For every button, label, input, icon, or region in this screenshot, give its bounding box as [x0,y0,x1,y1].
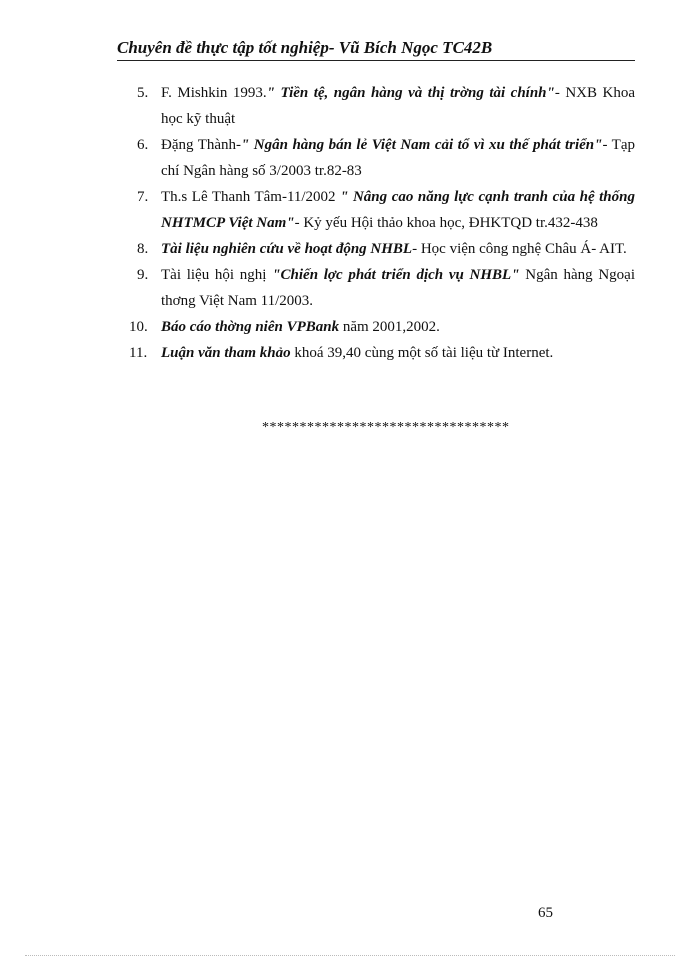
reference-item [129,340,635,366]
reference-title: Tài liệu nghiên cứu về hoạt động NHBL [161,241,413,257]
reference-number: 10. [129,319,148,335]
reference-item [137,80,635,132]
reference-title: " Nâng cao năng lực cạnh tranh của hệ thống NHTMCP Việt Nam" [161,189,635,231]
reference-title: Báo cáo thờng niên VPBank [161,319,340,335]
reference-text: Th.s Lê Thanh Tâm-11/2002 [161,189,341,205]
reference-item [137,132,635,184]
reference-number: 9. [137,267,149,283]
page-number: 65 [538,905,553,921]
reference-text: khoá 39,40 cùng một số tài liệu từ Internet. [290,345,554,361]
reference-text: - Tạp chí Ngân hàng số 3/2003 tr.82-83 [161,137,635,179]
running-header: Chuyên đề thực tập tốt nghiệp- Vũ Bích Ngọc TC42B [117,38,635,61]
reference-title: "Chiến lợc phát triển dịch vụ NHBL" [272,267,520,283]
reference-item [137,262,635,314]
reference-text: - Học viện công nghệ Châu Á- AIT. [412,241,627,257]
reference-list [129,80,635,366]
reference-text: Tài liệu hội nghị [161,267,273,283]
reference-number: 5. [137,85,149,101]
reference-text: năm 2001,2002. [339,319,440,335]
reference-item [129,314,635,340]
reference-item [137,236,635,262]
footer-divider [25,955,675,956]
reference-text: Ngân hàng Ngoại thơng Việt Nam 11/2003. [161,267,635,309]
reference-text: F. Mishkin 1993. [161,85,267,101]
reference-item [137,184,635,236]
reference-number: 7. [137,189,149,205]
reference-title: " Ngân hàng bán lẻ Việt Nam cải tổ vì xu thế phát triển" [241,137,603,153]
reference-text: - NXB Khoa học kỹ thuật [161,85,635,127]
separator-stars: ********************************* [262,420,510,435]
reference-text: - Kỷ yếu Hội thảo khoa học, ĐHKTQD tr.432-438 [294,215,598,231]
reference-number: 11. [129,345,148,361]
reference-title: " Tiền tệ, ngân hàng và thị trờng tài chính" [266,85,555,101]
reference-number: 8. [137,241,149,257]
reference-text: Đặng Thành- [161,137,242,153]
reference-number: 6. [137,137,149,153]
reference-title: Luận văn tham khảo [161,345,291,361]
